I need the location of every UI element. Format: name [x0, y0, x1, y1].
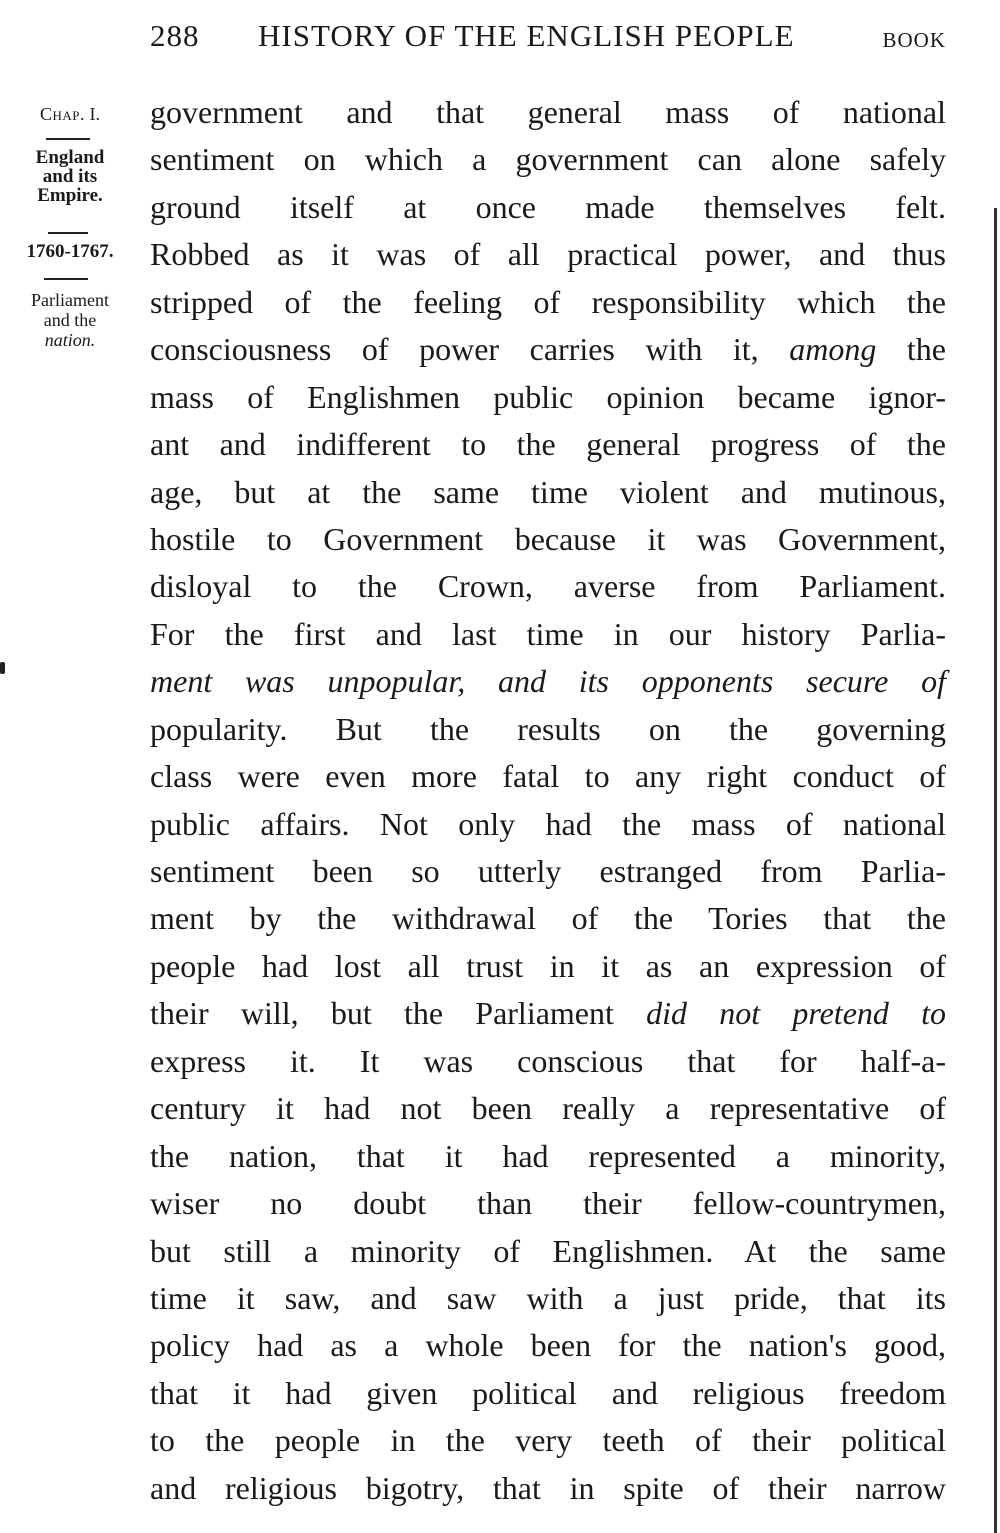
book-label: BOOK: [882, 28, 946, 52]
text-line: but still a minority of Englishmen. At the same: [150, 1232, 946, 1269]
text-line: age, but at the same time violent and mutinous,: [150, 473, 946, 510]
text-line: sentiment on which a government can alone safely: [150, 141, 946, 178]
text-line: popularity. But the results on the governing: [150, 710, 946, 747]
text-line: For the first and last time in our history Parlia-: [150, 615, 946, 652]
text-line: sentiment been so utterly estranged from Parlia-: [150, 853, 946, 889]
text-line: mass of Englishmen public opinion became ignor-: [150, 378, 946, 415]
margin-date: 1760-1767.: [26, 241, 114, 262]
margin-topic-line: Empire.: [37, 185, 103, 206]
text-line: class were even more fatal to any right conduct of: [150, 758, 946, 795]
text-line: wiser no doubt than their fellow-countrymen,: [150, 1185, 946, 1222]
text-line: Robbed as it was of all practical power, and thus: [150, 236, 946, 273]
text-line: [150, 658, 946, 705]
italic-phrase: did not pretend to: [646, 995, 947, 1032]
margin-subtopic-line: and the: [43, 310, 97, 330]
text-line: their will, but the Parliament did not pretend to: [150, 995, 947, 1032]
text-line: ant and indifferent to the general progress of the: [150, 426, 946, 463]
text-line: government and that general mass of national: [150, 94, 946, 130]
margin-subtopic: [0, 290, 140, 350]
margin-subtopic-line: Parliament: [31, 290, 109, 310]
margin-topic-line: England: [35, 147, 105, 168]
margin-chapter: [0, 104, 140, 124]
text-line: express it. It was conscious that for half-a-: [150, 1042, 946, 1079]
margin-topic: [0, 148, 140, 205]
text-line: time it saw, and saw with a just pride, that its: [150, 1279, 946, 1316]
margin-rule: [48, 232, 88, 234]
text-line: hostile to Government because it was Government,: [150, 520, 946, 557]
margin-topic-line: and its: [42, 166, 98, 187]
text-line: consciousness of power carries with it, among the: [150, 331, 947, 368]
text-line: the nation, that it had represented a minority,: [150, 1137, 946, 1174]
margin-rule: [46, 138, 90, 140]
page-number: 288: [150, 18, 200, 53]
margin-rule: [44, 278, 88, 280]
italic-phrase: among: [789, 331, 877, 368]
text-line: and religious bigotry, that in spite of their narrow: [150, 1469, 946, 1506]
text-line: public affairs. Not only had the mass of national: [150, 805, 946, 842]
italic-phrase: ment was unpopular, and its opponents secure of: [150, 663, 946, 700]
text-line: disloyal to the Crown, averse from Parliament.: [150, 568, 946, 605]
page-edge-shadow: [994, 208, 997, 1533]
text-line: people had lost all trust in it as an expression of: [150, 947, 946, 984]
text-line: that it had given political and religious freedom: [150, 1374, 946, 1411]
text-line: ground itself at once made themselves felt.: [150, 188, 946, 225]
text-line: century it had not been really a representative of: [150, 1090, 946, 1127]
scan-speck: [0, 662, 5, 674]
margin-subtopic-line: nation.: [44, 330, 96, 350]
text-line: stripped of the feeling of responsibility which the: [150, 283, 946, 320]
text-line: ment by the withdrawal of the Tories that the: [150, 900, 946, 937]
body-text: [150, 89, 946, 1512]
running-title: HISTORY OF THE ENGLISH PEOPLE: [258, 18, 795, 53]
text-line: to the people in the very teeth of their political: [150, 1422, 946, 1459]
margin-chapter-prefix: Chap.: [39, 104, 85, 124]
margin-chapter-number: I.: [89, 104, 100, 124]
text-line: policy had as a whole been for the nation's good,: [150, 1327, 946, 1364]
running-header: [150, 18, 950, 58]
